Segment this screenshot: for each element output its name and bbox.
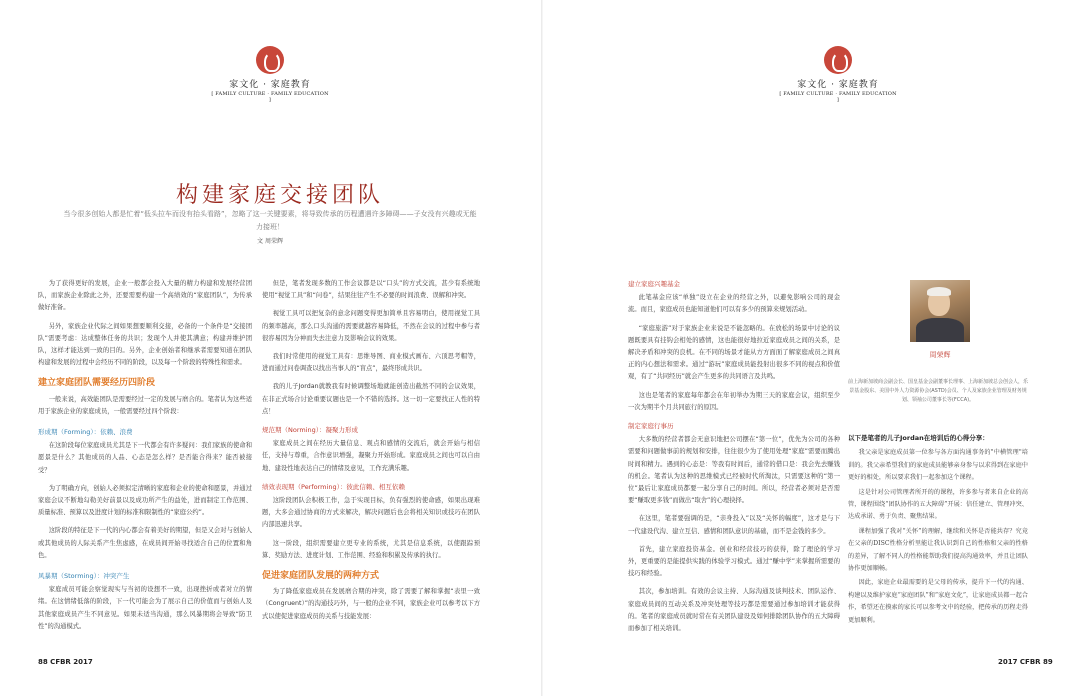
paragraph: “家庭旅游”对于家族企业来说是不能忽略的。在放松的场景中讨论的议题既要具有挂钩会相处的感情，这也能很好地拉近家庭成员之间的关系，是解决矛盾和冲突的良机。在不同的场景才能从方方面面了解家庭成员之间真正的内心想法和需求。通过“游玩”家庭成员能投射出很多不同的视点和价值观，有了“共同经历”就会产生更多的共同语言及共鸣。 [628, 324, 840, 381]
page-footer-left: 88 CFBR 2017 [38, 658, 93, 666]
subsection-heading: 绩效表现期（Performing）：彼此信赖、相互依赖 [262, 482, 405, 491]
paragraph: 家庭成员之间在经历大量信息、观点和感情的交流后，就会开始与相信任，支持与尊重，合作意识增强，凝聚力开始形成。家庭成员之间也可以自由地、建设性地表达自己的情绪及意见，工作充满乐趣。 [262, 440, 480, 472]
paragraph: 为了明确方向，创始人必须拟定清晰的家庭和企业的使命和愿景，并通过家庭会议不断地勾勒美好前景以及成功所产生的益处，进而制定工作范围、质量标准、预算以及进度计划的标准和限制性的“家庭公约”。 [38, 484, 252, 517]
subsection-heading: 规范期（Norming）：凝聚力形成 [262, 426, 359, 435]
paragraph: 一般来说，高效能团队是需要经过一定的发展与磨合的。笔者认为这些适用于家族企业的家庭成员，一般需要经过四个阶段： [38, 395, 252, 415]
subsection-heading: 建立家庭兴趣基金 [628, 280, 680, 288]
author-photo [910, 280, 970, 342]
paragraph: 在这阶段每位家庭成员尤其是下一代都会有许多疑问：我们家族的使命和愿景是什么？其他成员的人品、心态是怎么样？是否能合得来？能否被接受？ [38, 442, 252, 474]
paragraph: 这也是笔者的家庭每年都会在年初举办为期三天的家庭会议，组织至少一次为期半个月共同旅行的原因。 [628, 391, 840, 411]
author-bio: 前上海新加坡商会副会长、国皇基金会副董事长理事、上海新加坡总会创会人，乐景基金股东、美国中外人力资源协会(ASTD)会员、个人及家族企业管理及财务规划、领袖公司董事长等(FCCA)。 [848, 379, 1029, 403]
photo-hair [927, 287, 951, 296]
family-seal-icon [256, 46, 284, 74]
paragraph: 为了降低家庭成员在发展磨合期的冲突，除了需要了解和掌握“表里一致（Congruent）”的沟通技巧外，与一般的企业不同，家族企业可以参考以下方式以使促进家庭成员的关系与技能发展： [262, 588, 480, 620]
paragraph: 在这里，笔者要强调的是，“亲身投入”以及“关怀的幅度”，这才是与下一代建设代沟、建立互信、感情和团队意识的基础，而不是金钱的多少。 [628, 515, 840, 535]
family-seal-icon [824, 46, 852, 74]
paragraph: 此笔基金应该“单独”设立在企业的经营之外，以避免影响公司的现金流。而且，家庭成员也能知道他们可以有多少的预算来规划活动。 [628, 294, 840, 314]
sidebar-quote [848, 432, 1028, 629]
paragraph: 我们时常使用的视觉工具有：思维导图、商业模式画布、六顶思考帽等，进而通过问卷调查以找出当事人的“盲点”，最终形成共识。 [262, 353, 480, 373]
page-footer-right: 2017 CFBR 89 [998, 658, 1053, 666]
paragraph: 这一阶段，组织需要建立更专业的系统，尤其是信息系统，以使跟踪预算、奖励方法、进度计划、工作范围、经验和积累及传承的执行。 [262, 539, 480, 559]
paragraph: 但是，笔者发现多数的工作会议都是以“口头”的方式交流，甚少有系统地使用“视觉工具”和“问卷”，结果往往产生不必要的时间浪费、误解和冲突。 [262, 280, 480, 300]
paragraph: 家庭成员可能会察觉现实与当初的设想不一致，出现挫折或者对立的情绪。在这情绪低落的阶段，下一代可能会为了展示自己的价值而与创始人及其他家庭成员产生不同意见。如果未适当沟通，那么风暴期将会导致“防卫性”的沟通模式。 [38, 586, 252, 630]
column-3 [628, 278, 840, 641]
paragraph: 这阶段团队会积极工作，急于实现目标，负有强烈的使命感，如果出现难题，大多会通过协商的方式来解决，解决问题后也会将相关知识或技巧在团队内部迅速共享。 [262, 497, 480, 529]
subsection-heading: 制定家庭行事历 [628, 422, 674, 431]
paragraph: 我的儿子Jordan就教我有时候调整场地就能创造出截然不同的会议效果，在非正式场合讨论重要议题也是一个不错的选择。这一切一定要找正人性的特点！ [262, 383, 480, 415]
paragraph: 另外，家族企业代际之间如果想要顺利交接，必备的一个条件是“交接团队”需要考虑：达成整体任务的共识；发现个人并使其满意；构建并维护团队，这样才能达到一致的目的。另外，企业创始者和继承者需要知道在团队构建和发展的过程中会经历不同的阶段，以及每一个阶段的特殊性和需求。 [38, 322, 252, 367]
section-heading: 促进家庭团队发展的两种方式 [262, 571, 380, 582]
photo-body [916, 318, 964, 342]
paragraph: 视觉工具可以把复杂的意念问题变得更加简单且容易明白，使用视觉工具的频率越高，那么口头沟通的需要就越容易降低，不然在会议的过程中参与者很容易因为分神而失去注意力及影响会议的效果。 [262, 310, 480, 342]
author-name: 周荣辉 [929, 351, 951, 359]
quote-paragraph: 课程加强了我对“关怀”的理解，继续和关怀是否能共存？究竟在父亲的DISC性格分析里能让我认识到自己的性格和父亲的性格的差异，了解不同人的性格能帮助我们提高沟通效率，并且让团队协作更加顺畅。 [848, 527, 1028, 573]
subsection-heading: 风暴期（Storming）：冲突产生 [38, 572, 130, 581]
quote-paragraph: 因此，家庭企业最需要的是父母的传承，提升下一代的沟通、构建以及维护家庭“家庭团队”和“家庭文化”，让家庭成员都一起合作，希望还在摸索的家长可以参考文中的经验，把传承的历程走得更加顺利。 [848, 579, 1028, 624]
article-title: 构建家庭交接团队 [175, 183, 384, 208]
brand-name-en: [ FAMILY CULTURE · FAMILY EDUCATION ] [779, 91, 897, 103]
paragraph: 这阶段的特征是下一代的内心都会有着美好的期望，但是又会对与创始人或其他成员的人际关系产生焦虑感，在成员间开始寻找适合自己的位置和角色。 [38, 527, 252, 559]
column-2 [262, 278, 480, 629]
section-heading: 建立家庭团队需要经历四阶段 [38, 378, 156, 389]
brand-logo [778, 46, 898, 103]
quote-heading: 以下是笔者的儿子Jordan在培训后的心得分享： [848, 434, 989, 442]
brand-logo [210, 46, 330, 103]
brand-name: 家文化 · 家庭教育 [797, 80, 879, 90]
article-intro: 当今很多创始人都是忙着“低头拉车而没有抬头看路”，忽略了这一关键要素，将导致传承的历程遭遇许多障碍——子女没有兴趣或无能力接班！ [63, 210, 477, 231]
paragraph: 首先，建立家庭投资基金。创业和经营技巧的获得，除了理论的学习外，更重要的是能提供实践的体验学习模式。通过“赚中学”来掌握所需要的技巧和经验。 [628, 545, 840, 578]
subsection-heading: 形成期（Forming）：依赖、浪费 [38, 428, 133, 437]
article-author: 文 周荣辉 [257, 238, 283, 245]
brand-name: 家文化 · 家庭教育 [229, 80, 311, 90]
brand-name-en: [ FAMILY CULTURE · FAMILY EDUCATION ] [211, 91, 329, 103]
column-1 [38, 278, 252, 639]
paragraph: 大多数的经营者都会无意识地把公司摆在“第一位”，优先为公司的各种需要和问题做事前的规划和安排，往往很少为了使用处理“家庭”需要而腾出时间和精力。遇到的心态是：等我有时间后，通常的借口是：我会先去赚钱的机会。笔者认为这种的思维模式已经被时代所淘汰，只需要这种的“第一位”最后让家庭成员都要一起分享自己的时间。所以，经营者必须对是否需要“赚取更多钱”而做出“取舍”的心理抉择。 [628, 436, 840, 505]
paragraph: 其次，参加培训。有效的会议主持、人际沟通及谈判技术、团队运作、家庭成员间的互动关系及冲突处理等技巧都是需要通过参加培训才能获得的。笔者的家庭成员就时常在有关团队建设及如何排除团队协作的五大障碍而参加了相关培训。 [628, 588, 840, 633]
quote-paragraph: 这是针对公司管理者所开的的课程，许多参与者来自企业的高管，课程围绕“团队协作的五大障碍”开展：信任建立、管理冲突、达成承诺、勇于负责、聚焦结果。 [848, 488, 1028, 521]
paragraph: 为了获得更好的发展，企业一般都会投入大量的精力构建和发展经营团队，而家族企业除此之外，还要需要构建一个高绩效的“家庭团队”，为传承做好准备。 [38, 280, 252, 312]
quote-paragraph: 我父亲是家庭成员第一位参与各方面沟通事务的"中横管理"培训的。我父亲希望我们的家庭成员能够亲身参与以求得到在家庭中更好的相处，所以要求我们一起参加这个课程。 [848, 449, 1028, 482]
